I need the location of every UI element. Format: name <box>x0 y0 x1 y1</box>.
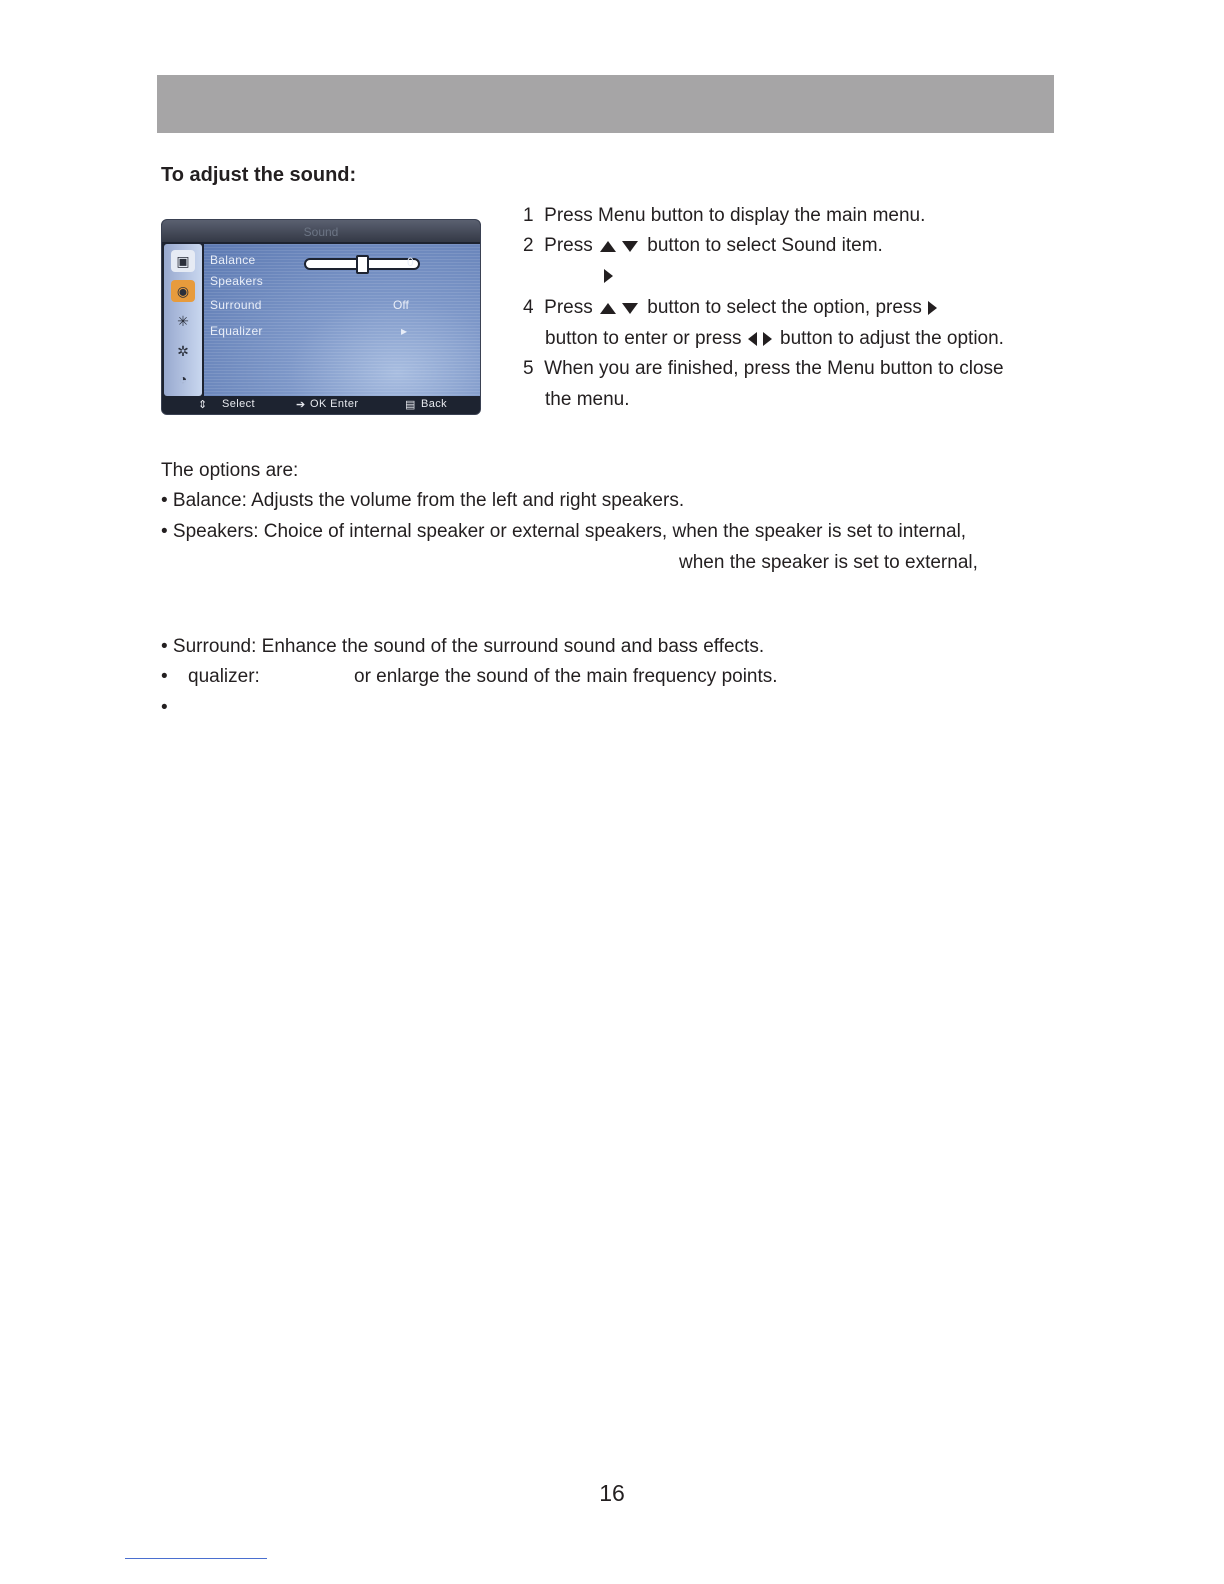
time-icon: ◔ <box>178 371 188 387</box>
footer-select: Select <box>222 398 255 410</box>
footer-rule <box>125 1558 267 1559</box>
menu-body <box>204 244 480 396</box>
footer-back: Back <box>421 398 448 410</box>
step-text: Press Menu button to display the main menu. <box>544 205 926 226</box>
option-surround: • Surround: Enhance the sound of the surround sound and bass effects. <box>161 636 765 657</box>
equalizer-arrow-icon: ▸ <box>401 324 408 338</box>
step-1 <box>523 205 925 227</box>
option-last-bullet: • <box>161 697 168 718</box>
balance-slider-knob <box>356 255 369 274</box>
balance-value: 0 <box>407 255 414 269</box>
menu-title: Sound <box>162 220 480 242</box>
option-equalizer-text: or enlarge the sound of the main frequency points. <box>354 666 778 687</box>
step-5 <box>523 358 1004 380</box>
option-speakers: • Speakers: Choice of internal speaker or external speakers, when the speaker is set to internal, <box>161 521 967 542</box>
step-4 <box>523 297 939 319</box>
step-2 <box>523 235 883 257</box>
up-down-arrows-icon <box>598 239 642 253</box>
step-press: Press <box>544 235 593 256</box>
option-balance: • Balance: Adjusts the volume from the left and right speakers. <box>161 490 685 511</box>
picture-icon: ▣ <box>171 250 195 272</box>
sound-icon: ◉ <box>171 280 195 302</box>
step-press: Press <box>544 297 593 318</box>
equalizer-label: Equalizer <box>210 324 263 338</box>
menu-key-icon: ▤ <box>405 399 416 411</box>
step-number: 5 <box>523 358 534 379</box>
step-text: button to select the option, press <box>647 297 922 318</box>
option-equalizer-label: qualizer: <box>188 666 260 687</box>
enter-icon: ➔ <box>296 399 306 411</box>
section-heading: To adjust the sound: <box>161 164 357 186</box>
sound-menu-screenshot <box>161 219 481 415</box>
updown-icon: ⇕ <box>198 399 208 411</box>
balance-slider <box>304 258 420 270</box>
step-text: button to adjust the option. <box>780 328 1004 349</box>
option-speakers-continued: when the speaker is set to external, <box>679 552 978 573</box>
step-text: When you are finished, press the Menu button to close <box>544 358 1004 379</box>
menu-sidebar <box>164 244 202 396</box>
speakers-label: Speakers <box>210 274 264 288</box>
settings-icon: ✲ <box>177 343 189 359</box>
step-text: button to enter or press <box>545 328 742 349</box>
option-equalizer-bullet: • <box>161 666 168 687</box>
surround-value: Off <box>393 298 409 312</box>
up-down-arrows-icon <box>598 301 642 315</box>
options-intro: The options are: <box>161 460 299 481</box>
header-bar <box>157 75 1054 133</box>
page-number: 16 <box>599 1480 625 1506</box>
right-arrow-icon <box>927 300 939 316</box>
footer-ok-enter: OK Enter <box>310 398 359 410</box>
step-4-line-2 <box>545 328 1004 350</box>
step-text: button to select Sound item. <box>647 235 883 256</box>
step-number: 2 <box>523 235 534 256</box>
balance-label: Balance <box>210 253 256 267</box>
right-arrow-icon <box>603 268 615 284</box>
surround-label: Surround <box>210 298 262 312</box>
left-right-arrows-icon <box>747 331 775 347</box>
step-number: 1 <box>523 205 534 226</box>
channel-icon: ✳ <box>177 313 189 329</box>
menu-footer <box>162 396 480 414</box>
step-number: 4 <box>523 297 534 318</box>
step-5-line-2: the menu. <box>545 389 630 410</box>
